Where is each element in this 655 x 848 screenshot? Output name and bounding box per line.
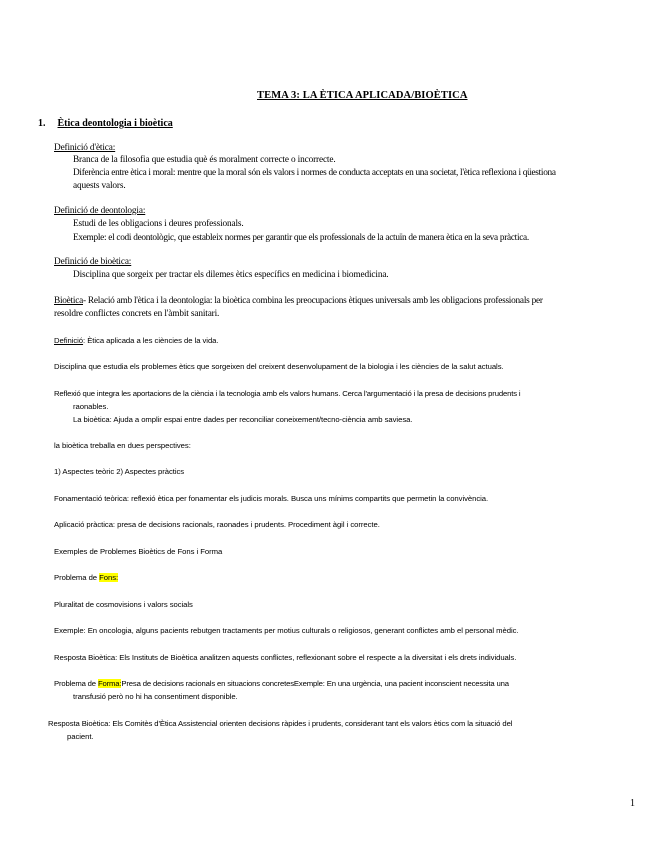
definicio-text: : Ètica aplicada a les ciències de la vida. — [83, 336, 219, 345]
forma-highlight: Forma: — [97, 679, 122, 688]
definicio-label: Definició — [54, 336, 84, 345]
bioetica-paragraph-line: resoldre conflictes concrets en l'àmbit sanitari. — [54, 309, 220, 319]
definition-etica-line: aquests valors. — [73, 181, 126, 191]
note-resposta-bioetica: Resposta Bioètica: Els Comitès d'Ètica Assistencial orienten decisions ràpides i prudents, considerant tant els valors ètics com la situació del — [48, 719, 513, 728]
note-pluralitat: Pluralitat de cosmovisions i valors socials — [54, 600, 193, 609]
bioetica-paragraph-line — [54, 296, 543, 306]
section-number: 1. — [38, 118, 46, 129]
note-exemples-heading: Exemples de Problemes Bioètics de Fons i Forma — [54, 547, 223, 556]
section-title: Ètica deontologia i bioètica — [57, 118, 173, 129]
note-definicio — [54, 336, 219, 345]
definition-bioetica-line: Disciplina que sorgeix per tractar els dilemes ètics específics en medicina i biomedicina. — [73, 270, 389, 280]
note-problema-forma: transfusió però no hi ha consentiment disponible. — [73, 692, 238, 701]
definition-deontologia-line: Estudi de les obligacions i deures professionals. — [73, 219, 244, 229]
definition-etica-heading: Definició d'ètica: — [54, 143, 116, 153]
note-resposta-bioetica: Resposta Bioètica: Els Instituts de Bioètica analitzen aquests conflictes, reflexionant sobre el respecte a la diversitat i els drets individuals. — [54, 653, 517, 662]
page-title: TEMA 3: LA ÈTICA APLICADA/BIOÈTICA — [257, 90, 468, 101]
fons-prefix: Problema de — [54, 573, 100, 582]
note-resposta-bioetica: pacient. — [67, 732, 94, 741]
fons-highlight: Fons: — [99, 573, 119, 582]
note-reflexio: La bioètica: Ajuda a omplir espai entre dades per reconciliar coneixement/tecno-ciència amb saviesa. — [73, 415, 413, 424]
note-disciplina: Disciplina que estudia els problemes ètics que sorgeixen del creixent desenvolupament de la biologia i les ciències de la salut actuals. — [54, 362, 504, 371]
definition-deontologia-heading: Definició de deontologia: — [54, 206, 146, 216]
definition-etica-line: Diferència entre ètica i moral: mentre que la moral són els valors i normes de conducta acceptats en una societat, l'ètica reflexiona i qüestiona — [73, 168, 556, 178]
note-exemple-oncologia: Exemple: En oncologia, alguns pacients rebutgen tractaments per motius culturals o religiosos, generant conflictes amb el personal mèdic. — [54, 626, 519, 635]
note-perspectives: la bioètica treballa en dues perspectives: — [54, 441, 191, 450]
bioetica-label: Bioètica — [54, 296, 83, 306]
definition-etica-line: Branca de la filosofia que estudia què és moralment correcte o incorrecte. — [73, 155, 336, 165]
note-fonamentacio: Fonamentació teòrica: reflexió ètica per fonamentar els judicis morals. Busca uns mínims compartits que permetin la convivència. — [54, 494, 489, 503]
definition-bioetica-heading: Definició de bioètica: — [54, 257, 132, 267]
forma-rest: Presa de decisions racionals en situacions concretesExemple: En una urgència, una pacient inconscient necessita una — [121, 679, 509, 688]
page-number: 1 — [630, 798, 635, 809]
note-aplicacio: Aplicació pràctica: presa de decisions racionals, raonades i prudents. Procediment àgil i correcte. — [54, 520, 380, 529]
note-reflexio: raonables. — [73, 402, 109, 411]
note-problema-forma — [54, 679, 509, 688]
note-problema-fons — [54, 573, 118, 582]
section-heading — [38, 118, 173, 129]
definition-deontologia-line: Exemple: el codi deontològic, que estableix normes per garantir que els professionals de la actuïn de manera ètica en la seva pràctica. — [73, 233, 529, 243]
note-reflexio: Reflexió que integra les aportacions de la ciència i la tecnologia amb els valors humans. Cerca l'argumentació i la presa de decisions prudents i — [54, 389, 521, 398]
note-aspectes: 1) Aspectes teòric 2) Aspectes pràctics — [54, 467, 185, 476]
bioetica-text: - Relació amb l'ètica i la deontologia: la bioètica combina les preocupacions ètiques universals amb les obligacions professionals per — [82, 296, 543, 306]
forma-prefix: Problema de — [54, 679, 98, 688]
